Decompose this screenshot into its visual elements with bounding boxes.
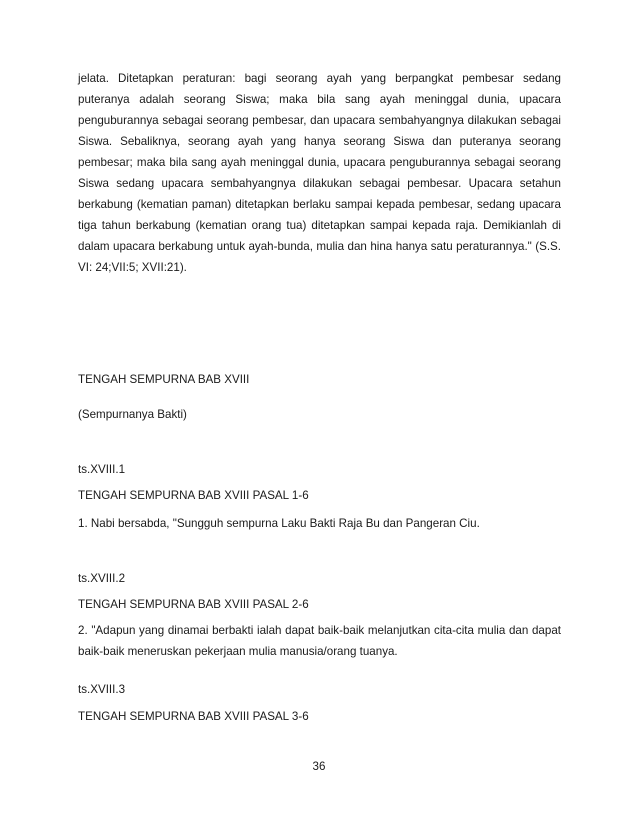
section-code-3: ts.XVIII.3: [78, 683, 126, 696]
section-code-2: ts.XVIII.2: [78, 572, 126, 585]
chapter-title: TENGAH SEMPURNA BAB XVIII: [78, 373, 250, 386]
section-text-2: 2. "Adapun yang dinamai berbakti ialah dapat baik-baik melanjutkan cita-cita mulia dan dapat baik-baik meneruskan pekerjaan mulia manusia/orang tuanya.: [78, 624, 561, 658]
section-heading-1: TENGAH SEMPURNA BAB XVIII PASAL 1-6: [78, 489, 309, 502]
section-code-1: ts.XVIII.1: [78, 463, 126, 476]
section-heading-2: TENGAH SEMPURNA BAB XVIII PASAL 2-6: [78, 598, 309, 611]
section-text-1: 1. Nabi bersabda, "Sungguh sempurna Laku Bakti Raja Bu dan Pangeran Ciu.: [78, 517, 480, 530]
continuation-paragraph: jelata. Ditetapkan peraturan: bagi seorang ayah yang berpangkat pembesar sedang puteranya adalah seorang Siswa; maka bila sang ayah meninggal dunia, upacara penguburannya sebagai seorang pembesar, dan upacara sembahyangnya dilakukan sebagai Siswa. Sebaliknya, seorang ayah yang hanya seorang Siswa dan puteranya seorang pembesar; maka bila sang ayah meninggal dunia, upacara penguburannya sebagai seorang Siswa sedang upacara sembahyangnya dilakukan sebagai pembesar. Upacara setahun berkabung (kematian paman) ditetapkan berlaku sampai kepada pembesar, sedang upacara tiga tahun berkabung (kematian orang tua) ditetapkan sampai kepada raja. Demikianlah di dalam upacara berkabung untuk ayah-bunda, mulia dan hina hanya satu peraturannya." (S.S. VI: 24;VII:5; XVII:21).: [78, 72, 561, 274]
page-number: 36: [312, 760, 326, 773]
chapter-subtitle: (Sempurnanya Bakti): [78, 408, 187, 421]
section-heading-3: TENGAH SEMPURNA BAB XVIII PASAL 3-6: [78, 710, 309, 723]
